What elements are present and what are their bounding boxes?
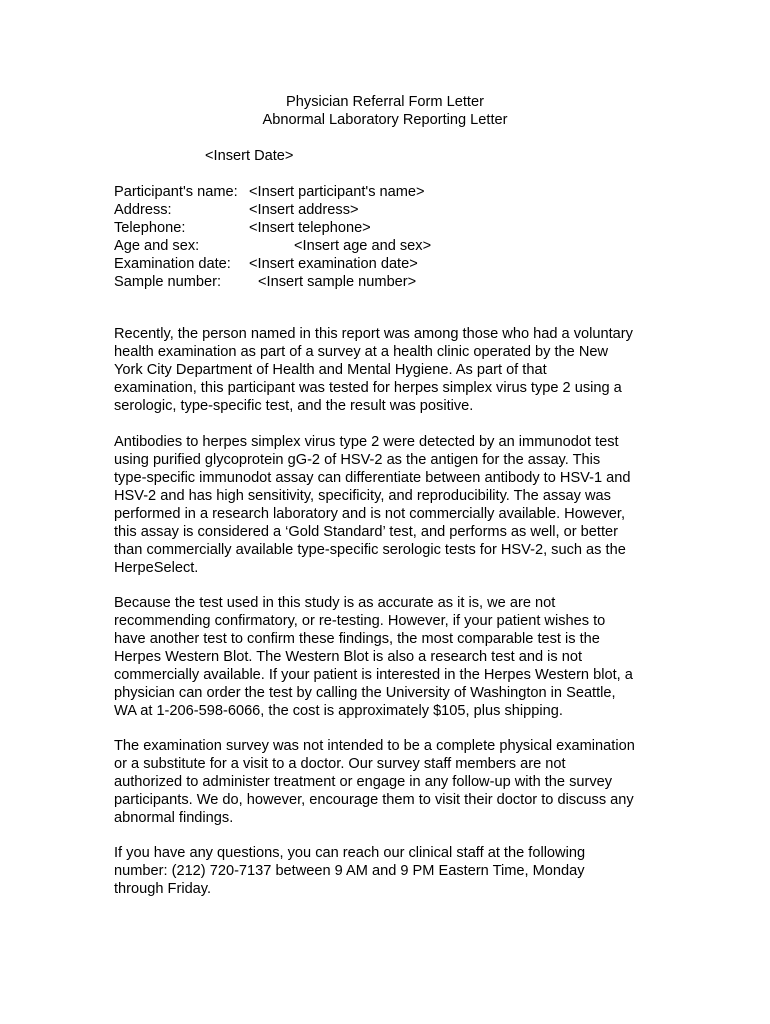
field-label: Examination date: xyxy=(114,256,231,272)
paragraph-3 xyxy=(114,594,674,720)
title-line-2: Abnormal Laboratory Reporting Letter xyxy=(262,112,508,128)
paragraph-text: The examination survey was not intended to be a complete physical examination or a substitute for a visit to a doctor. Our survey staff members are not authorized to administer treatment or engage in any follow-up with the survey participants. We do, however, encourage them to visit their doctor to discuss any abnormal findings. xyxy=(114,738,635,826)
field-label: Age and sex: xyxy=(114,238,200,254)
field-value: <Insert age and sex> xyxy=(294,238,432,254)
paragraph-text: Because the test used in this study is as accurate as it is, we are not recommending confirmatory, or re-testing. However, if your patient wishes to have another test to confirm these findings, the most comparable test is the Herpes Western Blot. The Western Blot is also a research test and is not commercially available. If your patient is interested in the Herpes Western blot, a physician can order the test by calling the University of Washington in Seattle, WA at 1-206-598-6066, the cost is approximately $105, plus shipping. xyxy=(114,595,633,719)
field-label: Sample number: xyxy=(114,274,222,290)
field-label: Telephone: xyxy=(114,220,186,236)
paragraph-text: Antibodies to herpes simplex virus type 2 were detected by an immunodot test using purified glycoprotein gG-2 of HSV-2 as the antigen for the assay. This type-specific immunodot assay can differentiate between antibody to HSV-1 and HSV-2 and has high sensitivity, specificity, and reproducibility. The assay was performed in a research laboratory and is not commercially available. However, this assay is considered a ‘Gold Standard’ test, and performs as well, or better than commercially available type-specific serologic tests for HSV-2, such as the HerpeSelect. xyxy=(114,434,631,576)
field-value: <Insert participant's name> xyxy=(249,184,425,200)
paragraph-text: Recently, the person named in this report was among those who had a voluntary health examination as part of a survey at a health clinic operated by the New York City Department of Health and Mental Hygiene. As part of that examination, this participant was tested for herpes simplex virus type 2 using a serologic, type-specific test, and the result was positive. xyxy=(114,326,633,414)
letter-title xyxy=(0,93,770,129)
field-label: Participant's name: xyxy=(114,184,238,200)
field-label: Address: xyxy=(114,202,172,218)
field-value: <Insert sample number> xyxy=(258,274,417,290)
date-placeholder: <Insert Date> xyxy=(205,148,294,164)
paragraph-text: If you have any questions, you can reach our clinical staff at the following number: (212) 720-7137 between 9 AM and 9 PM Eastern Time, Monday through Friday. xyxy=(114,845,586,897)
field-value: <Insert address> xyxy=(249,202,359,218)
paragraph-2 xyxy=(114,433,674,577)
paragraph-5 xyxy=(114,844,674,898)
field-value: <Insert examination date> xyxy=(249,256,418,272)
paragraph-4 xyxy=(114,737,674,827)
paragraph-1 xyxy=(114,325,674,415)
field-value: <Insert telephone> xyxy=(249,220,371,236)
title-line-1: Physician Referral Form Letter xyxy=(286,94,484,110)
